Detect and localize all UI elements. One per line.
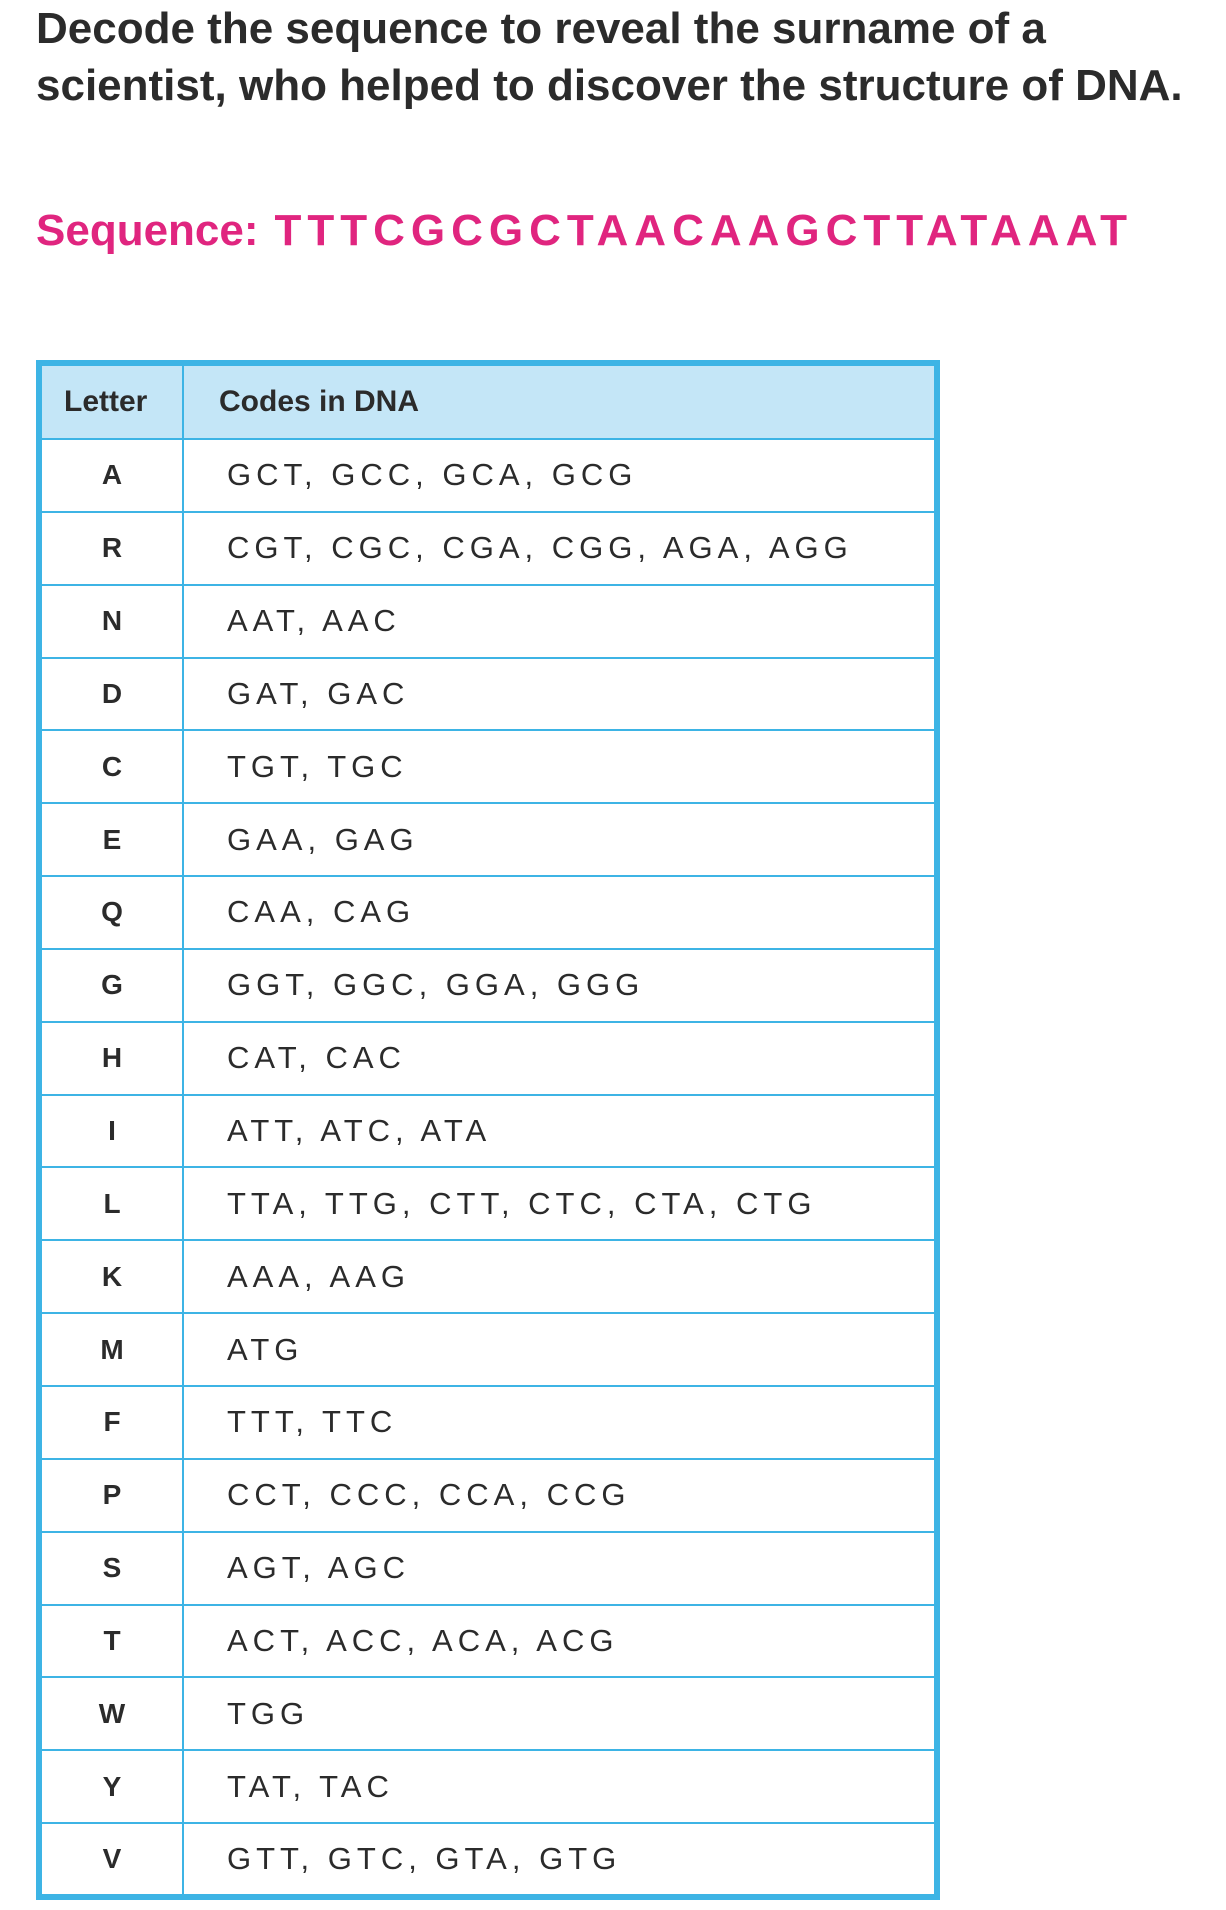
- row-codes: CAA, CAG: [183, 876, 934, 949]
- row-letter: L: [42, 1167, 183, 1240]
- table-row: [42, 949, 934, 1022]
- row-codes: TGG: [183, 1677, 934, 1750]
- table-row: [42, 439, 934, 512]
- row-codes: TTA, TTG, CTT, CTC, CTA, CTG: [183, 1167, 934, 1240]
- codon-table: [36, 360, 940, 1900]
- table-row: [42, 1677, 934, 1750]
- row-codes: TAT, TAC: [183, 1750, 934, 1823]
- sequence-value: TTTCGCGCTAACAAGCTTATAAAT: [274, 206, 1133, 255]
- table-row: [42, 1750, 934, 1823]
- row-letter: T: [42, 1605, 183, 1678]
- row-codes: ATG: [183, 1313, 934, 1386]
- table-row: [42, 512, 934, 585]
- row-codes: CAT, CAC: [183, 1022, 934, 1095]
- row-letter: D: [42, 658, 183, 731]
- row-codes: ACT, ACC, ACA, ACG: [183, 1605, 934, 1678]
- row-codes: GTT, GTC, GTA, GTG: [227, 1841, 622, 1877]
- row-letter: M: [42, 1313, 183, 1386]
- row-codes: TGT, TGC: [183, 730, 934, 803]
- row-codes: AAT, AAC: [183, 585, 934, 658]
- table-row: [42, 1532, 934, 1605]
- row-codes: CCT, CCC, CCA, CCG: [183, 1459, 934, 1532]
- row-codes: CGT, CGC, CGA, CGG, AGA, AGG: [183, 512, 934, 585]
- row-letter: Y: [42, 1750, 183, 1823]
- row-letter: Q: [42, 876, 183, 949]
- row-letter: W: [42, 1677, 183, 1750]
- row-letter: E: [42, 803, 183, 876]
- row-letter: I: [42, 1095, 183, 1168]
- codon-table-body: [42, 439, 934, 1894]
- table-row: [42, 876, 934, 949]
- dna-sequence: [36, 206, 1133, 256]
- table-row: [42, 730, 934, 803]
- row-codes: ATT, ATC, ATA: [183, 1095, 934, 1168]
- row-letter: R: [42, 512, 183, 585]
- row-codes: GGT, GGC, GGA, GGG: [183, 949, 934, 1022]
- table-row: [42, 1022, 934, 1095]
- row-codes: GAT, GAC: [183, 658, 934, 731]
- row-codes: GAA, GAG: [183, 803, 934, 876]
- row-codes: TTT, TTC: [183, 1386, 934, 1459]
- table-row: [42, 1313, 934, 1386]
- table-row: [42, 803, 934, 876]
- table-row: [42, 585, 934, 658]
- letter-column-header: Letter: [42, 366, 183, 439]
- table-row: [42, 1167, 934, 1240]
- row-letter: P: [42, 1459, 183, 1532]
- table-row: [42, 1240, 934, 1313]
- row-letter: K: [42, 1240, 183, 1313]
- row-letter: C: [42, 730, 183, 803]
- table-row: [42, 1605, 934, 1678]
- row-codes: GCT, GCC, GCA, GCG: [183, 439, 934, 512]
- table-row: [42, 1386, 934, 1459]
- table-row: [42, 658, 934, 731]
- puzzle-instruction: Decode the sequence to reveal the surname of a scientist, who helped to discover the structure of DNA.: [36, 4, 1183, 110]
- sequence-label: Sequence:: [36, 206, 259, 255]
- row-letter: N: [42, 585, 183, 658]
- row-codes: AGT, AGC: [183, 1532, 934, 1605]
- table-row: [42, 1459, 934, 1532]
- row-letter: V: [42, 1823, 183, 1894]
- row-codes: AAA, AAG: [183, 1240, 934, 1313]
- table-row: [42, 1823, 934, 1894]
- table-header-row: [42, 366, 934, 439]
- codes-column-header: Codes in DNA: [183, 366, 934, 439]
- row-letter: H: [42, 1022, 183, 1095]
- row-letter: S: [42, 1532, 183, 1605]
- row-letter: G: [42, 949, 183, 1022]
- row-letter: F: [42, 1386, 183, 1459]
- table-row: [42, 1095, 934, 1168]
- row-letter: A: [42, 439, 183, 512]
